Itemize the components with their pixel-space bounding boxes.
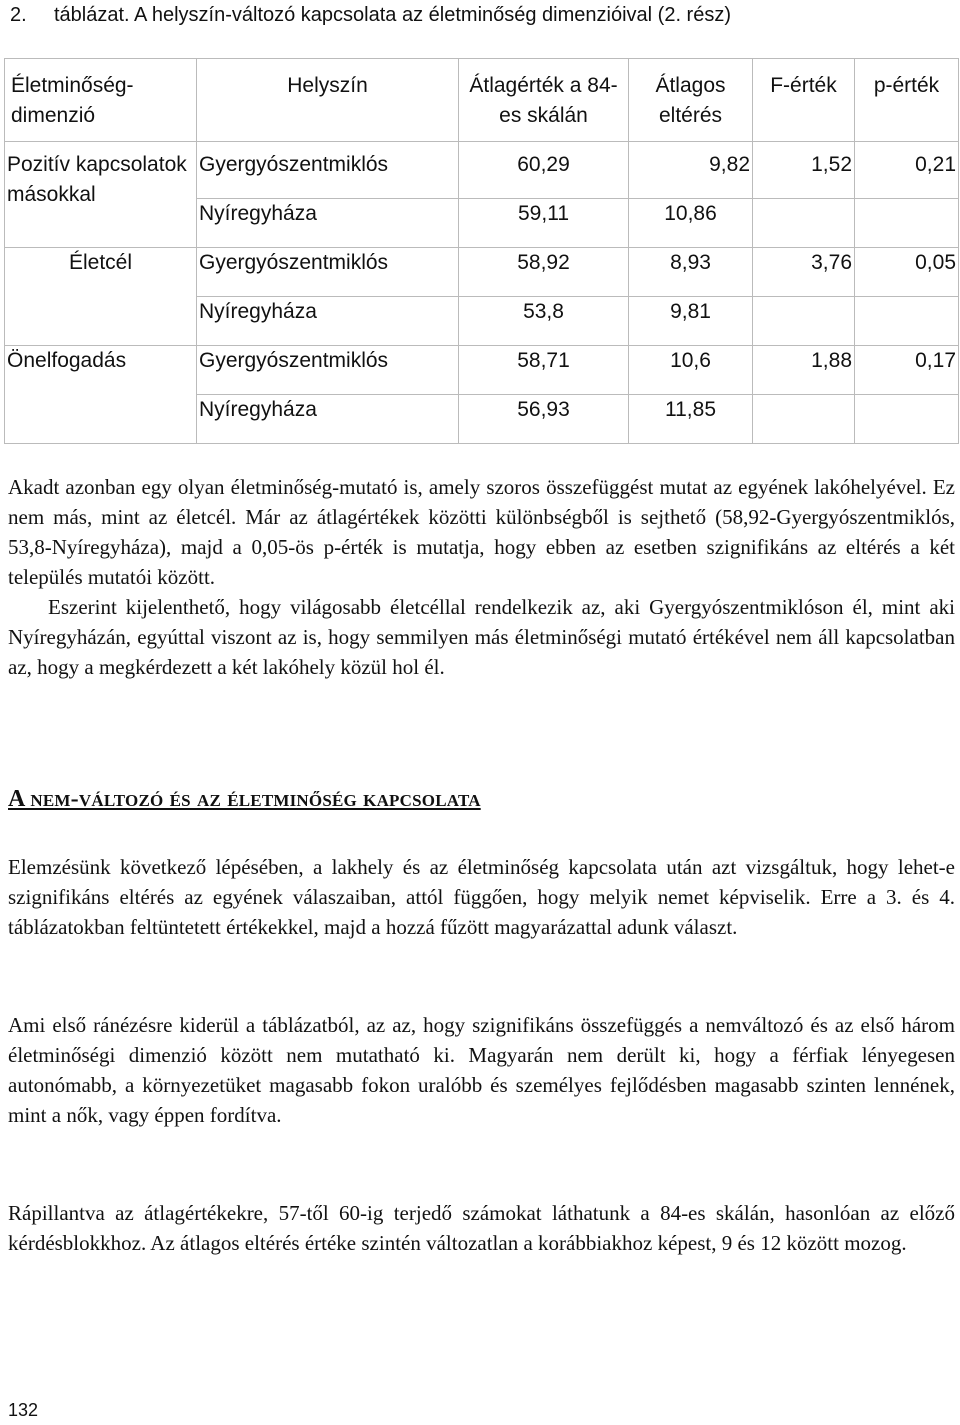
- mean-cell: 59,11: [459, 199, 629, 248]
- f-cell: 1,52: [753, 142, 855, 199]
- mean-cell: 56,93: [459, 395, 629, 444]
- page-number: 132: [8, 1400, 39, 1420]
- p-cell: [855, 395, 959, 444]
- paragraph: Rápillantva az átlagértékekre, 57-től 60-ig terjedő számokat láthatunk a 84-es skálán, hasonlóan az előző kérdésblokkhoz. Az átlagos eltérés értéke szintén változatlan a korábbiakhoz képest, 9 és 12 között mozog.: [8, 1201, 955, 1255]
- header-f: F-érték: [753, 59, 855, 142]
- p-cell: 0,05: [855, 248, 959, 297]
- body-text-block-1: [8, 472, 955, 682]
- mean-cell: 53,8: [459, 297, 629, 346]
- dimension-cell: Pozitív kapcsolatok másokkal: [5, 142, 197, 248]
- header-place: Helyszín: [197, 59, 459, 142]
- p-cell: 0,21: [855, 142, 959, 199]
- paragraph: Eszerint kijelenthető, hogy világosabb életcéllal rendelkezik az, aki Gyergyószentmiklóson él, mint aki Nyíregyházán, egyúttal viszont az is, hogy semmilyen más életminőségi mutató értékével nem áll kapcsolatban az, hogy a megkérdezett a két lakóhely közül hol él.: [8, 595, 955, 679]
- mean-cell: 60,29: [459, 142, 629, 199]
- paragraph: Elemzésünk következő lépésében, a lakhely és az életminőség kapcsolata után azt vizsgáltuk, hogy lehet-e szignifikáns eltérés az egyének válaszaiban, attól függően, hogy melyik nemet képviselik. Erre a 3. és 4. táblázatokban feltüntetett értékekkel, majd a hozzá fűzött magyarázattal adunk választ.: [8, 855, 955, 939]
- p-cell: [855, 297, 959, 346]
- dimension-cell: Önelfogadás: [5, 346, 197, 444]
- f-cell: [753, 199, 855, 248]
- paragraph: Akadt azonban egy olyan életminőség-mutató is, amely szoros összefüggést mutat az egyének lakóhelyével. Ez nem más, mint az életcél. Már az átlagértékek közötti különbségből is sejthető (58,92-Gyergyószentmiklós, 53,8-Nyíregyháza), majd a 0,05-ös p-érték is mutatja, hogy ebben az esetben szignifikáns az eltérés a két település mutatói között.: [8, 475, 955, 589]
- table-row: [5, 248, 959, 297]
- sd-cell: 10,6: [629, 346, 753, 395]
- sd-cell: 9,82: [629, 142, 753, 199]
- place-cell: Nyíregyháza: [197, 297, 459, 346]
- f-cell: [753, 297, 855, 346]
- f-cell: 1,88: [753, 346, 855, 395]
- section-heading: A nem-változó és az életminőség kapcsolata: [8, 786, 481, 812]
- sd-cell: 9,81: [629, 297, 753, 346]
- sd-cell: 11,85: [629, 395, 753, 444]
- place-cell: Gyergyószentmiklós: [197, 248, 459, 297]
- p-cell: 0,17: [855, 346, 959, 395]
- mean-cell: 58,71: [459, 346, 629, 395]
- sd-cell: 10,86: [629, 199, 753, 248]
- place-cell: Gyergyószentmiklós: [197, 142, 459, 199]
- place-cell: Nyíregyháza: [197, 395, 459, 444]
- paragraph: Ami első ránézésre kiderül a táblázatból, az az, hogy szignifikáns összefüggés a nemváltozó és az első három életminőségi dimenzió között nem mutatható ki. Magyarán nem derült ki, hogy a férfiak lényegesen autonómabb, a környezetüket magasabb fokon uralóbb és személyes fejlődésben magasabb szinten lennének, mint a nők, vagy éppen fordítva.: [8, 1013, 955, 1127]
- caption-number: 2.: [10, 4, 27, 26]
- f-cell: [753, 395, 855, 444]
- table-row: [5, 142, 959, 199]
- header-dimension: Életminőség-dimenzió: [5, 59, 197, 142]
- f-cell: 3,76: [753, 248, 855, 297]
- header-sd: Átlagos eltérés: [629, 59, 753, 142]
- header-mean: Átlagérték a 84-es skálán: [459, 59, 629, 142]
- dimension-cell: Életcél: [5, 248, 197, 346]
- place-cell: Nyíregyháza: [197, 199, 459, 248]
- header-p: p-érték: [855, 59, 959, 142]
- sd-cell: 8,93: [629, 248, 753, 297]
- data-table: [4, 58, 959, 444]
- p-cell: [855, 199, 959, 248]
- caption-text: táblázat. A helyszín-változó kapcsolata az életminőség dimenzióival (2. rész): [54, 4, 732, 26]
- place-cell: Gyergyószentmiklós: [197, 346, 459, 395]
- table-header-row: [5, 59, 959, 142]
- table-caption: [10, 4, 731, 27]
- table-row: [5, 346, 959, 395]
- mean-cell: 58,92: [459, 248, 629, 297]
